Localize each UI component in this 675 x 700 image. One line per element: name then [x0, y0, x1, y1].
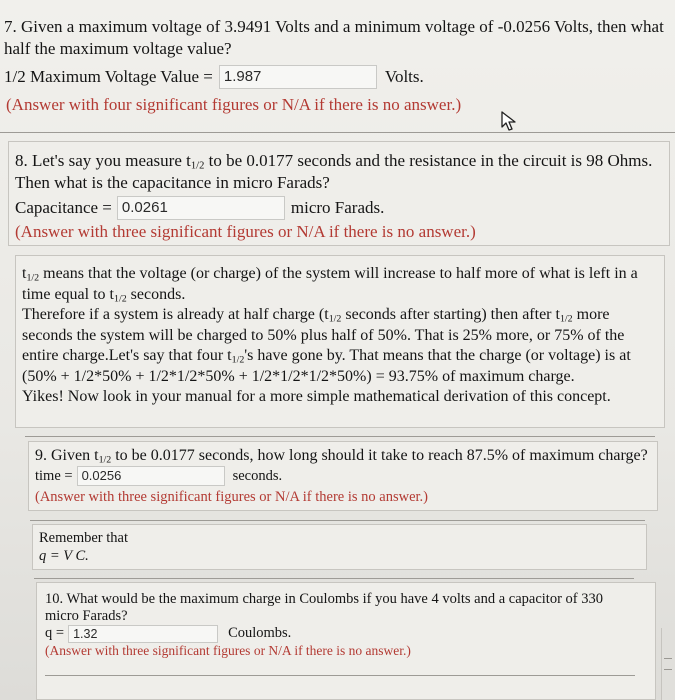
q8-answer-input[interactable]: 0.0261 [117, 196, 285, 220]
q9-note: (Answer with three significant figures or N/A if there is no answer.) [35, 489, 429, 505]
scrollbar-grip-icon[interactable] [664, 658, 672, 670]
q9-answer-row [35, 466, 282, 486]
q7-answer-label: 1/2 Maximum Voltage Value = [4, 67, 213, 86]
question-7 [0, 0, 675, 120]
remember-text: Remember that [39, 530, 128, 546]
divider [0, 132, 675, 133]
q7-answer-input[interactable]: 1.987 [219, 65, 377, 89]
q8-answer-row [15, 196, 384, 220]
q9-answer-input[interactable]: 0.0256 [77, 466, 225, 486]
q7-note: (Answer with four significant figures or N/A if there is no answer.) [6, 95, 462, 114]
divider [34, 578, 634, 579]
mouse-pointer-icon [500, 110, 518, 132]
q8-answer-unit: micro Farads. [290, 198, 385, 217]
divider [25, 436, 655, 437]
q8-note: (Answer with three significant figures or N/A if there is no answer.) [15, 222, 476, 241]
explanation-line: entire charge.Let's say that four $t_{1/2}'s$ have gone by. That means that the charge (or voltage) is at [22, 347, 631, 366]
q8-text-line2: Then what is the capacitance in micro Farads? [15, 173, 330, 192]
explanation-box [15, 255, 665, 428]
q10-answer-input[interactable]: 1.32 [68, 625, 218, 643]
q10-text-line1: 10. What would be the maximum charge in Coulombs if you have 4 volts and a capacitor of 330 [45, 591, 603, 607]
q10-note: (Answer with three significant figures or N/A if there is no answer.) [45, 643, 411, 658]
q7-text-line2: half the maximum voltage value? [4, 39, 232, 58]
explanation-line: (50% + 1/2*50% + 1/2*1/2*50% + 1/2*1/2*1/2*50%) = 93.75% of maximum charge. [22, 367, 575, 385]
divider [30, 520, 645, 521]
divider [45, 675, 635, 676]
explanation-line: Yikes! Now look in your manual for a more simple mathematical derivation of this concept. [22, 388, 611, 405]
explanation-line: $t_{1/2}$ means that the voltage (or charge) of the system will increase to half more of what is left in a [22, 265, 638, 284]
q9-answer-unit: seconds. [232, 467, 283, 484]
question-8 [8, 141, 670, 246]
q10-text-line2: micro Farads? [45, 608, 128, 624]
q7-answer-row [4, 65, 424, 89]
question-9 [28, 441, 658, 511]
q9-answer-label: time = [35, 467, 73, 484]
q9-text-line1: 9. Given $t_{1/2}$ to be 0.0177 seconds, how long should it take to reach 87.5% of maximum charge? [35, 447, 648, 466]
explanation-line: time equal to $t_{1/2}$ seconds. [22, 285, 186, 304]
remember-formula: q = V C. [39, 548, 89, 564]
explanation-line: Therefore if a system is already at half charge ($t_{1/2}$ seconds after starting) then after $t_{1/2}$ more [22, 306, 610, 325]
q8-answer-label: Capacitance = [15, 198, 112, 217]
q8-text-line1: 8. Let's say you measure $t_{1/2}$ to be 0.0177 seconds and the resistance in the circuit is 98 Ohms. [15, 151, 653, 172]
explanation-text [22, 264, 638, 408]
question-10 [36, 582, 656, 700]
q10-answer-label: q = [45, 625, 65, 641]
scrollbar[interactable] [661, 628, 675, 700]
remember-box [32, 524, 647, 570]
q10-answer-unit: Coulombs. [228, 625, 292, 641]
q7-answer-unit: Volts. [384, 67, 424, 86]
explanation-line: seconds the system will be charged to 50% plus half of 50%. That is 25% more, or 75% of the [22, 326, 625, 344]
q7-text-line1: 7. Given a maximum voltage of 3.9491 Volts and a minimum voltage of -0.0256 Volts, then what [4, 17, 664, 36]
